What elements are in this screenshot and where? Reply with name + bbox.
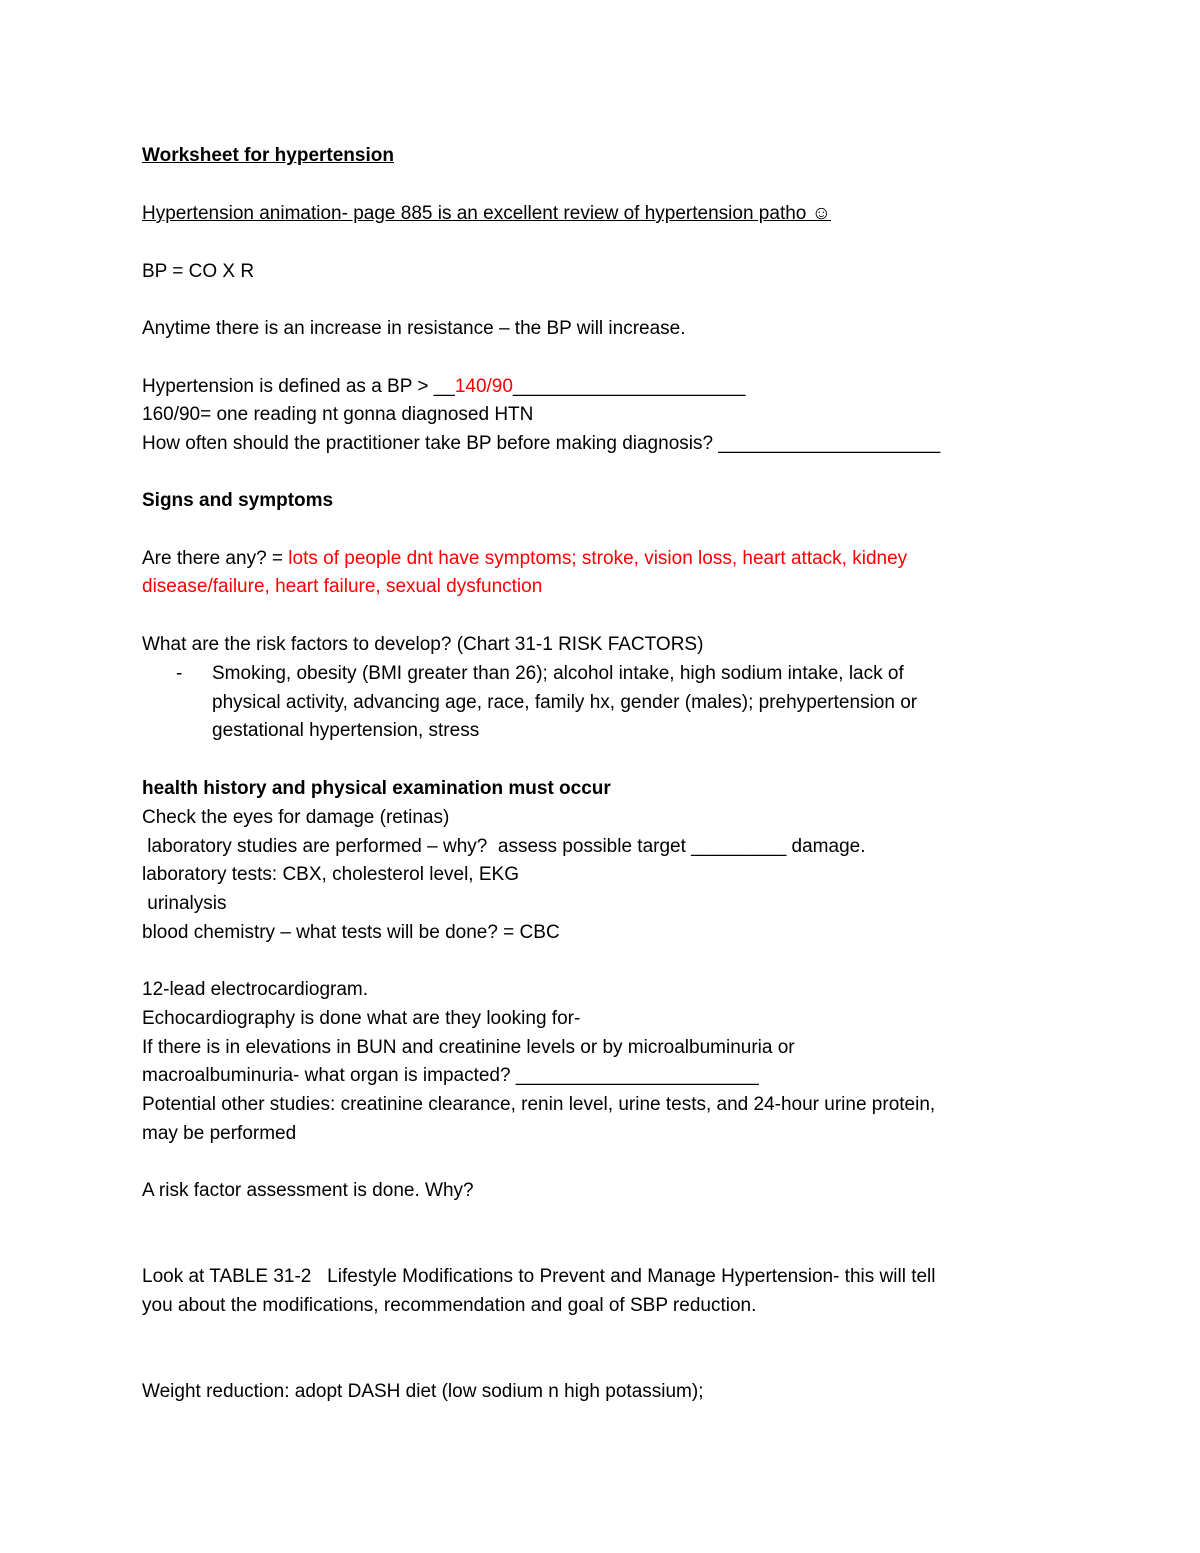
animation-reference: Hypertension animation- page 885 is an excellent review of hypertension patho ☺	[142, 203, 832, 224]
symptoms-answer-line1: lots of people dnt have symptoms; stroke, vision loss, heart attack, kidney	[288, 548, 908, 569]
risk-assessment: A risk factor assessment is done. Why?	[142, 1180, 474, 1201]
table-reference-line2: you about the modifications, recommendation and goal of SBP reduction.	[142, 1295, 757, 1316]
bun-line2: macroalbuminuria- what organ is impacted? _______________________	[142, 1065, 759, 1086]
risk-factors-line1: Smoking, obesity (BMI greater than 26); alcohol intake, high sodium intake, lack of	[212, 663, 904, 684]
bun-line1: If there is in elevations in BUN and creatinine levels or by microalbuminuria or	[142, 1037, 795, 1058]
resistance-statement: Anytime there is an increase in resistance – the BP will increase.	[142, 318, 686, 339]
symptoms-answer-line2: disease/failure, heart failure, sexual dysfunction	[142, 576, 543, 597]
symptoms-question	[142, 547, 907, 571]
risk-factors-line3: gestational hypertension, stress	[212, 720, 480, 741]
definition-answer: 140/90	[454, 376, 513, 397]
other-studies-line2: may be performed	[142, 1123, 297, 1144]
history-heading: health history and physical examination must occur	[142, 778, 611, 799]
reading-note: 160/90= one reading nt gonna diagnosed HTN	[142, 404, 534, 425]
how-often-question: How often should the practitioner take BP before making diagnosis? _____________________	[142, 433, 941, 454]
risk-factors-line2: physical activity, advancing age, race, family hx, gender (males); prehypertension or	[212, 692, 918, 713]
hypertension-definition	[142, 375, 745, 399]
eyes-check: Check the eyes for damage (retinas)	[142, 807, 450, 828]
signs-heading: Signs and symptoms	[142, 490, 334, 511]
lab-studies: laboratory studies are performed – why? assess possible target _________ damage.	[142, 836, 866, 857]
echo-line: Echocardiography is done what are they looking for-	[142, 1008, 581, 1029]
definition-blank: ______________________	[512, 376, 746, 397]
bp-formula: BP = CO X R	[142, 261, 255, 282]
worksheet-title: Worksheet for hypertension	[142, 145, 394, 166]
ecg-line: 12-lead electrocardiogram.	[142, 979, 369, 1000]
urinalysis: urinalysis	[142, 893, 227, 914]
risk-factors-question: What are the risk factors to develop? (Chart 31-1 RISK FACTORS)	[142, 634, 704, 655]
definition-prefix: Hypertension is defined as a BP > __	[142, 376, 455, 397]
other-studies-line1: Potential other studies: creatinine clearance, renin level, urine tests, and 24-hour urine protein,	[142, 1094, 936, 1115]
blood-chemistry: blood chemistry – what tests will be done? = CBC	[142, 922, 560, 943]
list-bullet: -	[176, 663, 183, 684]
table-reference-line1: Look at TABLE 31-2 Lifestyle Modifications to Prevent and Manage Hypertension- this will tell	[142, 1266, 936, 1287]
symptoms-prefix: Are there any? =	[142, 548, 289, 569]
lab-tests: laboratory tests: CBX, cholesterol level, EKG	[142, 864, 519, 885]
weight-reduction: Weight reduction: adopt DASH diet (low sodium n high potassium);	[142, 1381, 704, 1402]
